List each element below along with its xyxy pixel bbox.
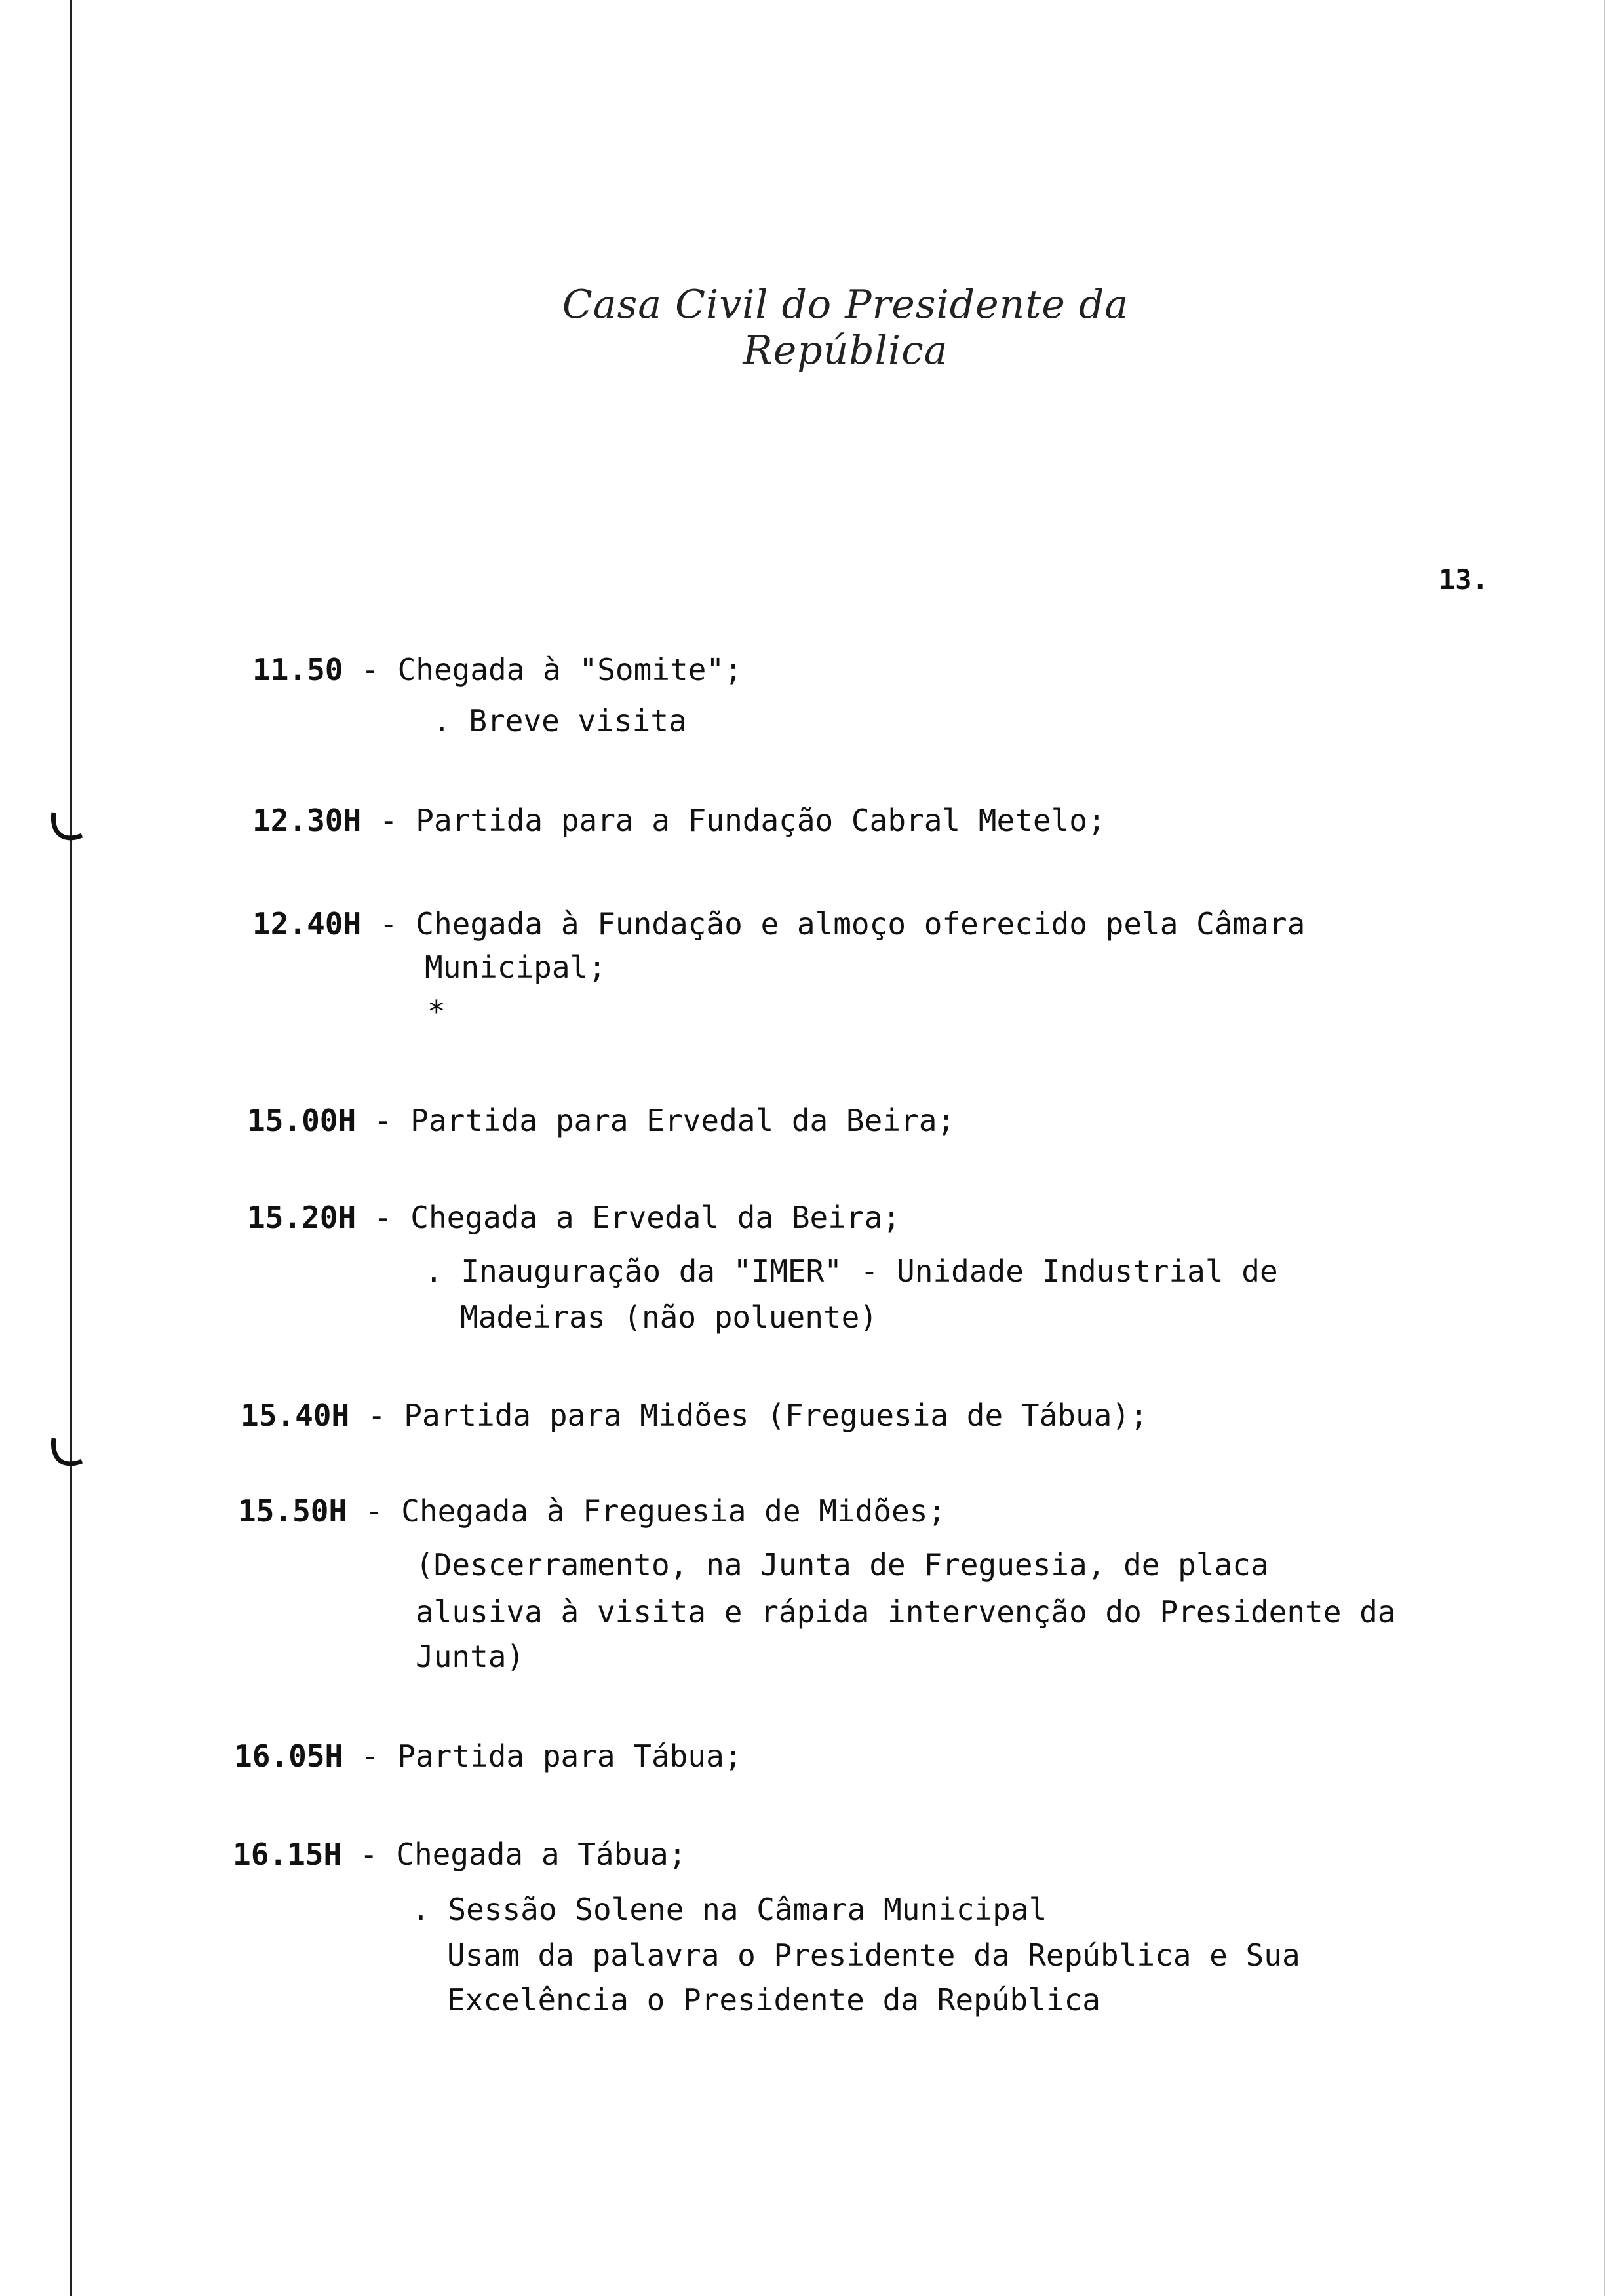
entry-time: 15.20H [247,1200,357,1235]
page-number: 13. [1439,564,1489,596]
entry-detail: . Inauguração da "IMER" - Unidade Industrial de [425,1253,1278,1289]
entry-detail: Municipal; [425,949,606,985]
schedule-entry: 15.50H - Chegada à Freguesia de Midões; [238,1493,946,1529]
entry-text: Chegada à Freguesia de Midões; [401,1493,946,1529]
schedule-entry: 16.15H - Chegada a Tábua; [233,1837,687,1872]
entry-detail: * [427,994,446,1029]
entry-detail: . Breve visita [433,703,687,738]
entry-time: 15.50H [238,1493,347,1529]
entry-detail: (Descerramento, na Junta de Freguesia, de placa [416,1547,1269,1582]
entry-text: Partida para Midões (Freguesia de Tábua); [404,1398,1148,1433]
entry-text: Partida para a Fundação Cabral Metelo; [416,803,1106,838]
right-page-edge [1604,0,1605,2296]
schedule-entry: 15.20H - Chegada a Ervedal da Beira; [247,1200,901,1235]
entry-text: Chegada à Fundação e almoço oferecido pela Câmara [416,906,1306,942]
entry-text: Chegada à "Somite"; [397,652,743,687]
entry-detail: Usam da palavra o Presidente da República e Sua [447,1938,1300,1973]
entry-detail: Madeiras (não poluente) [460,1299,878,1335]
entry-time: 16.05H [234,1738,343,1774]
entry-time: 15.00H [247,1103,357,1138]
punch-hole-mark-icon [46,809,85,849]
schedule-entry: 11.50 - Chegada à "Somite"; [252,652,743,687]
punch-hole-mark-icon [46,1435,85,1474]
schedule-entry: 16.05H - Partida para Tábua; [234,1738,743,1774]
schedule-entry: 12.40H - Chegada à Fundação e almoço oferecido pela Câmara [252,906,1306,942]
entry-detail: Junta) [416,1639,525,1674]
entry-detail: alusiva à visita e rápida intervenção do Presidente da [416,1594,1396,1630]
letterhead-title: Casa Civil do Presidente da República [562,282,1129,373]
schedule-entry: 15.00H - Partida para Ervedal da Beira; [247,1103,956,1138]
entry-text: Chegada a Ervedal da Beira; [410,1200,901,1235]
entry-time: 16.15H [233,1837,342,1872]
entry-time: 11.50 [252,652,343,687]
entry-text: Partida para Tábua; [397,1738,743,1774]
entry-detail: Excelência o Presidente da República [447,1982,1100,2018]
entry-time: 15.40H [241,1398,350,1433]
entry-time: 12.40H [252,906,362,942]
left-margin-line [70,0,72,2296]
schedule-entry: 15.40H - Partida para Midões (Freguesia de Tábua); [241,1398,1148,1433]
entry-text: Chegada a Tábua; [396,1837,687,1872]
entry-detail: . Sessão Solene na Câmara Municipal [412,1892,1047,1927]
entry-text: Partida para Ervedal da Beira; [410,1103,956,1138]
schedule-entry: 12.30H - Partida para a Fundação Cabral Metelo; [252,803,1106,838]
entry-time: 12.30H [252,803,362,838]
